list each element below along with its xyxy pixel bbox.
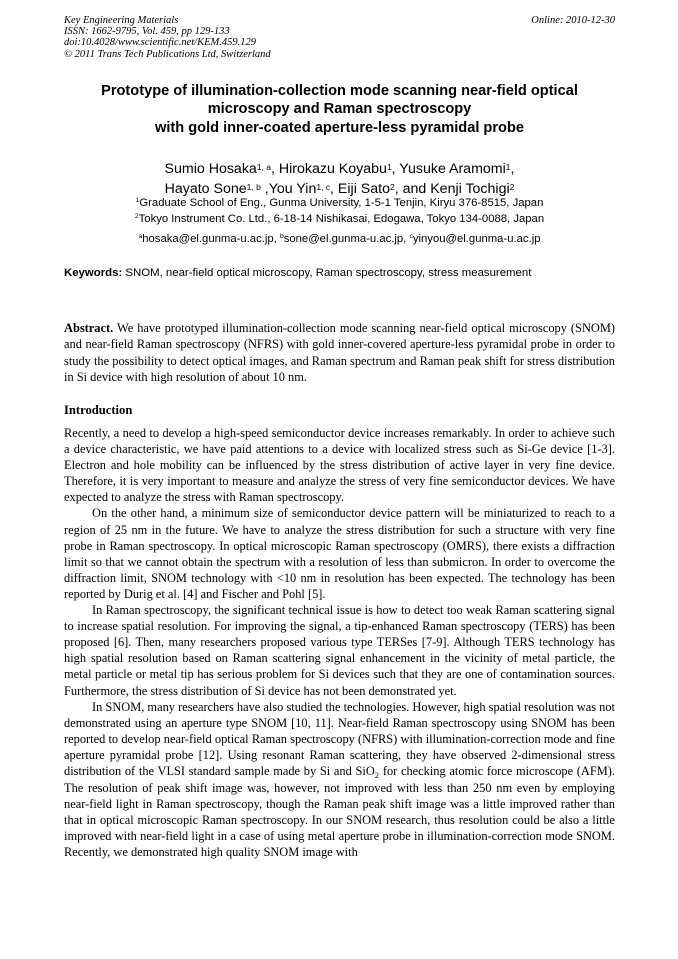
affil-mark: 1 — [135, 197, 140, 204]
author-name: , and Kenji Tochigi — [394, 180, 510, 197]
email-link[interactable]: sone@el.gunma-u.ac.jp, — [283, 233, 410, 245]
author-separator: , — [510, 161, 515, 177]
author-name: , Eiji Sato — [330, 180, 390, 197]
affiliation-1 — [64, 195, 615, 211]
author-affil-mark: 2 — [509, 181, 515, 192]
subscript: 2 — [374, 769, 380, 780]
abstract — [64, 320, 615, 386]
online-date: Online: 2010-12-30 — [531, 15, 615, 26]
paragraph-text: for checking atomic force microscope (AFM). The resolution of peak shift image was, however, not improved with less than 250 nm even by employing near-field light in Raman spectroscopy, though the Raman peak shift image was a little improved rather than that in optical microscopic Raman spectroscopy. In our SNOM research, thus resolution could be also a little improved with near-field light in a case of using metal aperture probe in illumination-correction mode SNOM. Recently, we demonstrated high quality SNOM image with — [64, 763, 615, 860]
copyright-line: © 2011 Trans Tech Publications Ltd, Switzerland — [64, 48, 271, 60]
email-link[interactable]: yinyou@el.gunma-u.ac.jp — [412, 233, 541, 245]
affiliation-text: Graduate School of Eng., Gunma University, 1-5-1 Tenjin, Kiryu 376-8515, Japan — [139, 197, 544, 209]
paragraph: In Raman spectroscopy, the significant technical issue is how to detect too weak Raman scattering signal to increase spatial resolution. For improving the signal, a tip-enhanced Raman spectroscopy (TERS) has been proposed [6]. Then, many researchers proposed various type TERSes [7-9]. Although TERS technology has high spatial resolution based on Raman scattering signal enhancement in the vicinity of metal particle, the metal particle or metal tip has serious problem for Si devices such that they are one of contamination sources. Furthermore, the stress distribution of Si device has not been demonstrated yet. — [64, 603, 615, 698]
email-mark: c — [409, 233, 413, 240]
author-affil-mark: 1, c — [316, 181, 331, 192]
paper-title — [64, 82, 615, 137]
title-line-1: Prototype of illumination-collection mode scanning near-field optical — [101, 83, 578, 99]
journal-header — [64, 15, 615, 60]
author-name: ,You Yin — [260, 180, 317, 197]
issn-line: ISSN: 1662-9795, Vol. 459, pp 129-133 — [64, 26, 230, 38]
author-name: Sumio Hosaka — [164, 161, 257, 177]
keywords — [64, 266, 615, 280]
title-line-3: with gold inner-coated aperture-less pyramidal probe — [155, 119, 524, 136]
journal-name: Key Engineering Materials — [64, 15, 179, 26]
paragraph — [64, 699, 615, 861]
author-affil-mark: 1 — [505, 162, 511, 172]
paragraph: Recently, a need to develop a high-speed semiconductor device increases remarkably. In order to achieve such a device characteristic, we have paid attentions to a device with localized stress such as Si-Ge device [1-3]. Electron and hole mobility can be influenced by the stress distribution of active layer in very fine device. Therefore, it is very important to measure and analyze the stress of very fine semiconductor devices. We have expected to analyze the stress with Raman spectroscopy. — [64, 426, 615, 505]
introduction-body — [64, 425, 615, 861]
author-affil-mark: 2 — [389, 181, 395, 192]
author-affil-mark: 1 — [386, 162, 392, 172]
abstract-label: Abstract. — [64, 321, 114, 335]
author-affil-mark: 1, b — [246, 181, 261, 192]
email-link[interactable]: hosaka@el.gunma-u.ac.jp, — [142, 233, 280, 245]
keywords-text: SNOM, near-field optical microscopy, Raman spectroscopy, stress measurement — [122, 267, 532, 279]
doi-line: doi:10.4028/www.scientific.net/KEM.459.129 — [64, 37, 256, 49]
affiliation-2 — [64, 211, 615, 227]
author-name: , Yusuke Aramomi — [391, 161, 506, 177]
email-mark: a — [138, 233, 143, 240]
email-mark: b — [279, 233, 284, 240]
author-name: Hayato Sone — [164, 180, 247, 197]
author-line-1 — [64, 160, 615, 180]
title-line-2: microscopy and Raman spectroscopy — [207, 101, 472, 118]
abstract-text: We have prototyped illumination-collection mode scanning near-field optical microscopy (SNOM) and near-field Raman spectroscopy (NFRS) with gold inner-covered aperture-less pyramidal probe in order to study the possibility to detect optical images, and Raman spectrum and Raman peak shift for stress distribution in Si device with high resolution of about 10 nm. — [64, 321, 615, 385]
affil-mark: 2 — [134, 213, 139, 221]
author-list — [64, 160, 615, 199]
author-affil-mark: 1, a — [256, 162, 271, 172]
affiliations — [64, 195, 615, 228]
affiliation-text: Tokyo Instrument Co. Ltd., 6-18-14 Nishikasai, Edogawa, Tokyo 134-0088, Japan — [138, 213, 545, 226]
paragraph: On the other hand, a minimum size of semiconductor device pattern will be miniaturized to reach to a region of 25 nm in the future. We have to analyze the stress distribution for such a structure with very fine probe in Raman spectroscopy. In optical microscopic Raman spectroscopy (OMRS), there exists a diffraction limit so that we cannot obtain the spectrum with a resolution of less than submicron. In order to overcome the diffraction limit, SNOM technology with <10 nm in resolution has been expected. The technology has been reported by Durig et al. [4] and Fischer and Pohl [5]. — [64, 506, 615, 601]
author-emails — [64, 232, 615, 246]
introduction-heading: Introduction — [64, 403, 133, 417]
paragraph-text: In SNOM, many researchers have also studied the technologies. However, high spatial resolution was not demonstrated using an aperture type SNOM [10, 11]. Near-field Raman spectroscopy using SNOM has been reported to develop near-field optical Raman spectroscopy (NFRS) with illumination-correction mode and fine aperture pyramidal probe [12]. Using resonant Raman scattering, they have observed 2-dimensional stress distribution of the VLSI standard sample made by Si and SiO — [64, 699, 615, 778]
keywords-label: Keywords: — [64, 267, 123, 279]
author-name: , Hirokazu Koyabu — [271, 161, 387, 177]
